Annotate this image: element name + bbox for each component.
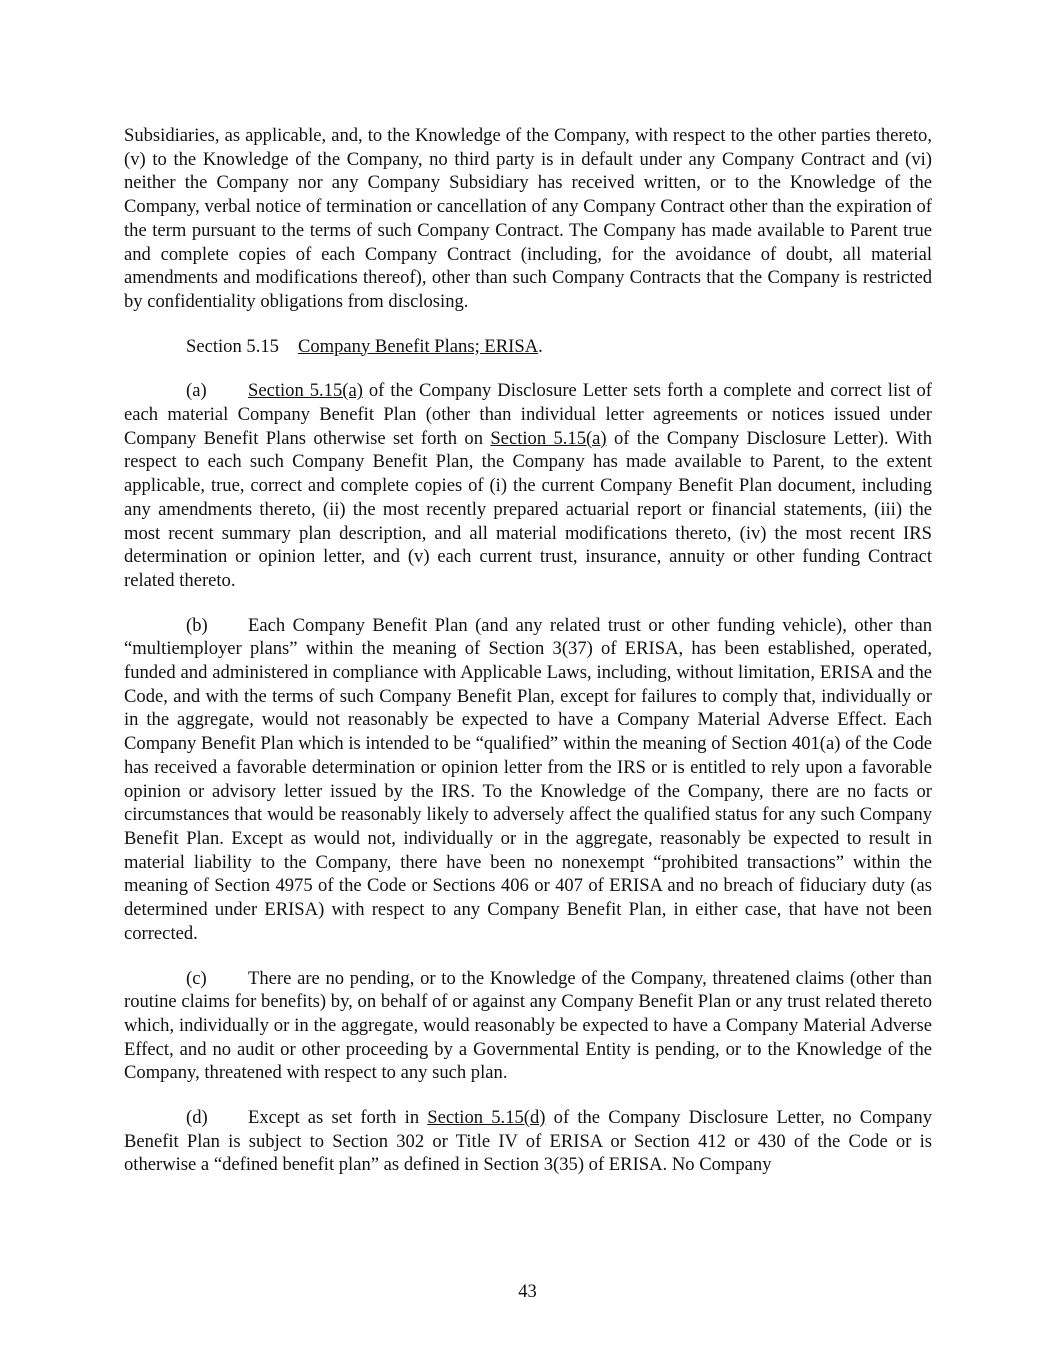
section-title-period: . [538,335,543,357]
document-page [124,124,932,1177]
section-heading [124,335,932,359]
cross-reference-link: Section 5.15(a) [490,427,607,449]
paragraph-a-text-1: of the Company Disclosure Letter sets forth a complete and correct list of each material Company Benefit Plan (other than individual letter agreements or notices issued under Company Benefit Plans otherwise set forth on [124,380,932,449]
paragraph-a [124,379,932,592]
paragraph-b-label: (b) [186,614,208,636]
paragraph-d-text-2: of the Company Disclosure Letter, no Company Benefit Plan is subject to Section 302 or Title IV of ERISA or Section 412 or 430 of the Code or is otherwise a “defined benefit plan” as defined in Section 3(35) of ERISA. No Company [124,1107,932,1176]
paragraph-a-text-2: of the Company Disclosure Letter). With respect to each such Company Benefit Plan, the Company has made available to Parent, to the extent applicable, true, correct and complete copies of (i) the current Company Benefit Plan document, including any amendments thereto, (ii) the most recently prepared actuarial report or financial statements, (iii) the most recent summary plan description, and all material modifications thereto, (iv) the most recent IRS determination or opinion letter, and (v) each current trust, insurance, annuity or other funding Contract related thereto. [124,427,933,591]
paragraph-a-label: (a) [186,380,207,402]
section-title: Company Benefit Plans; ERISA [297,335,539,357]
paragraph-b-text: Each Company Benefit Plan (and any related trust or other funding vehicle), other than “multiemployer plans” within the meaning of Section 3(37) of ERISA, has been established, operated, funded and administered in compliance with Applicable Laws, including, without limitation, ERISA and the Code, and with the terms of such Company Benefit Plan, except for failures to comply that, individually or in the aggregate, would not reasonably be expected to have a Company Material Adverse Effect. Each Company Benefit Plan which is intended to be “qualified” within the meaning of Section 401(a) of the Code has received a favorable determination or opinion letter from the IRS or is entitled to rely upon a favorable opinion or advisory letter issued by the IRS. To the Knowledge of the Company, there are no facts or circumstances that would be reasonably likely to adversely affect the qualified status for any such Company Benefit Plan. Except as would not, individually or in the aggregate, reasonably be expected to result in material liability to the Company, there have been no nonexempt “prohibited transactions” within the meaning of Section 4975 of the Code or Sections 406 or 407 of ERISA and no breach of fiduciary duty (as determined under ERISA) with respect to any Company Benefit Plan, in either case, that have not been corrected. [124,614,932,944]
paragraph-d [124,1106,932,1177]
paragraph-d-text-1: Except as set forth in [248,1107,428,1129]
paragraph-c-label: (c) [186,967,207,989]
section-number: Section 5.15 [186,335,279,357]
intro-paragraph: Subsidiaries, as applicable, and, to the Knowledge of the Company, with respect to the other parties thereto, (v) to the Knowledge of the Company, no third party is in default under any Company Contract and (vi) neither the Company nor any Company Subsidiary has received written, or to the Knowledge of the Company, verbal notice of termination or cancellation of any Company Contract other than the expiration of the term pursuant to the terms of such Company Contract. The Company has made available to Parent true and complete copies of each Company Contract (including, for the avoidance of doubt, all material amendments and modifications thereof), other than such Company Contracts that the Company is restricted by confidentiality obligations from disclosing. [124,125,932,312]
cross-reference-link: Section 5.15(a) [248,380,363,402]
paragraph-d-label: (d) [186,1107,208,1129]
paragraph-c-text: There are no pending, or to the Knowledge of the Company, threatened claims (other than routine claims for benefits) by, on behalf of or against any Company Benefit Plan or any trust related thereto which, individually or in the aggregate, would reasonably be expected to have a Company Material Adverse Effect, and no audit or other proceeding by a Governmental Entity is pending, or to the Knowledge of the Company, threatened with respect to any such plan. [124,967,932,1084]
cross-reference-link: Section 5.15(d) [427,1107,546,1129]
paragraph-b [124,614,932,946]
paragraph-c [124,967,932,1086]
page-number: 43 [518,1281,537,1302]
